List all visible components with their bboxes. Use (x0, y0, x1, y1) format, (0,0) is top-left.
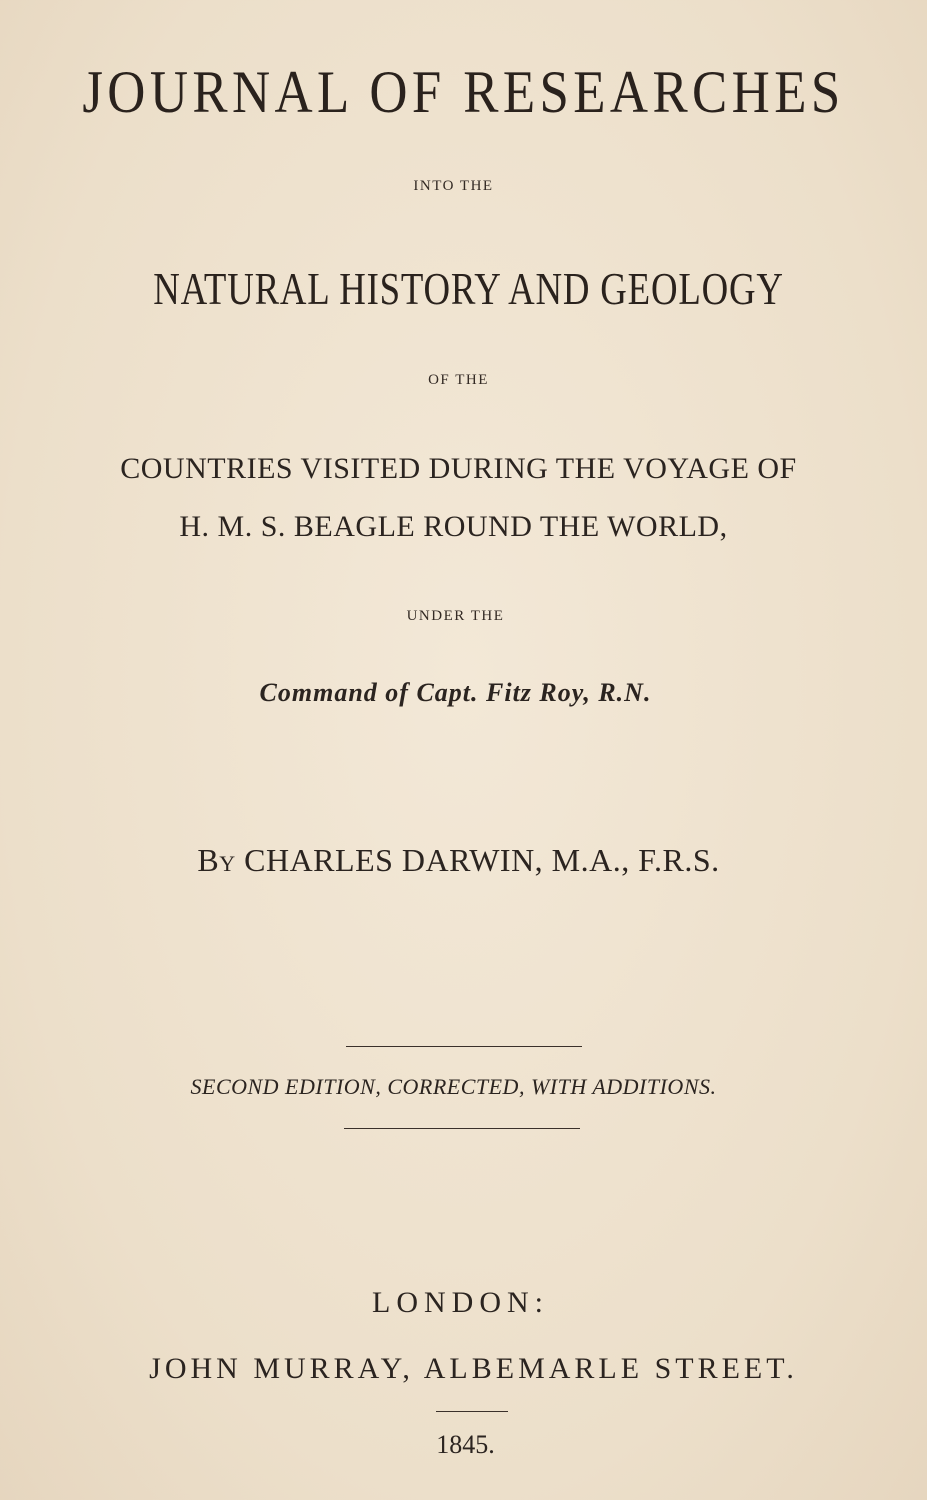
into-the-label: INTO THE (413, 178, 494, 194)
imprint-city: LONDON: (372, 1286, 549, 1319)
under-the-label: UNDER THE (406, 608, 505, 624)
divider-rule-top (346, 1046, 582, 1047)
imprint-publisher: JOHN MURRAY, ALBEMARLE STREET. (149, 1352, 798, 1385)
divider-rule-short (436, 1411, 508, 1412)
countries-line-2: H. M. S. BEAGLE ROUND THE WORLD, (179, 510, 728, 543)
edition-line: SECOND EDITION, CORRECTED, WITH ADDITIONS. (190, 1074, 717, 1099)
author-line (0, 842, 922, 879)
imprint-year: 1845. (436, 1430, 495, 1459)
author-name: CHARLES DARWIN, M.A., F.R.S. (244, 842, 720, 878)
main-title: JOURNAL OF RESEARCHES (82, 59, 845, 125)
of-the-label: OF THE (428, 372, 489, 388)
command-line: Command of Capt. Fitz Roy, R.N. (259, 678, 652, 707)
divider-rule-bottom (344, 1128, 580, 1129)
subject-heading: NATURAL HISTORY AND GEOLOGY (153, 263, 784, 314)
author-by: By (197, 842, 236, 878)
countries-line-1: COUNTRIES VISITED DURING THE VOYAGE OF (120, 452, 797, 485)
